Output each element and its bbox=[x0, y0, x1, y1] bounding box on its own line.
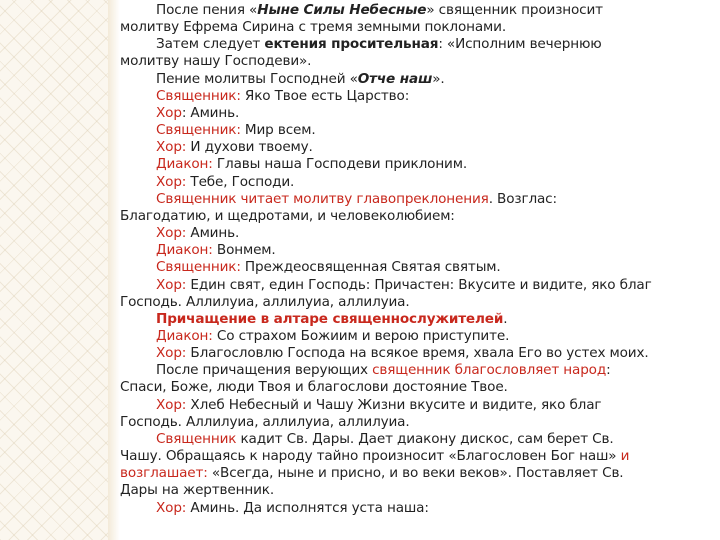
text-line bbox=[120, 19, 706, 36]
liturgy-text bbox=[120, 2, 706, 517]
text-segment: Затем следует bbox=[156, 36, 265, 53]
text-segment: Тебе, Господи. bbox=[186, 173, 295, 190]
text-segment: Хор bbox=[156, 104, 182, 121]
text-line bbox=[120, 465, 706, 482]
text-segment: ». bbox=[432, 70, 445, 87]
text-segment: Благодатию, и щедротами, и человеколюбием: bbox=[120, 207, 455, 224]
text-line bbox=[120, 431, 706, 448]
text-segment: «Всегда, ныне и присно, и во веки веков». Поставляет Св. bbox=[207, 465, 624, 482]
text-line bbox=[120, 174, 706, 191]
text-segment: Диакон: bbox=[156, 242, 213, 259]
text-line bbox=[120, 122, 706, 139]
text-line bbox=[120, 259, 706, 276]
text-segment: Мир всем. bbox=[240, 122, 316, 139]
text-segment: : Аминь. bbox=[181, 104, 240, 121]
text-line bbox=[120, 500, 706, 517]
text-segment: Священник bbox=[156, 430, 237, 447]
text-line bbox=[120, 448, 706, 465]
text-segment: священник благословляет народ bbox=[372, 362, 607, 379]
text-segment: Хлеб Небесный и Чашу Жизни вкусите и видите, яко благ bbox=[186, 396, 602, 413]
text-segment: Преждеосвященная Святая святым. bbox=[240, 259, 501, 276]
text-segment: : bbox=[606, 362, 611, 379]
text-segment: И духови твоему. bbox=[186, 139, 313, 156]
text-segment: Господь. Аллилуиа, аллилуиа, аллилуиа. bbox=[120, 413, 410, 430]
text-segment: . Возглас: bbox=[488, 190, 557, 207]
text-segment: молитву нашу Господеви». bbox=[120, 53, 312, 70]
text-segment: молитву Ефрема Сирина с тремя земными поклонами. bbox=[120, 19, 507, 36]
text-segment: Священник читает молитву главопреклонения bbox=[156, 190, 489, 207]
text-segment: Вонмем. bbox=[212, 242, 276, 259]
text-line bbox=[120, 139, 706, 156]
text-segment: Пение молитвы Господней « bbox=[156, 70, 358, 87]
text-segment: Ныне Силы Небесные bbox=[257, 2, 427, 18]
text-line bbox=[120, 294, 706, 311]
text-line bbox=[120, 71, 706, 88]
text-segment: Отче наш bbox=[357, 70, 433, 87]
text-segment: Хор: bbox=[156, 173, 187, 190]
text-segment: Хор: bbox=[156, 225, 187, 242]
decorative-side-pattern bbox=[0, 0, 120, 540]
text-segment: Един свят, един Господь: Причастен: Вкусите и видите, яко благ bbox=[186, 276, 652, 293]
text-segment: и bbox=[620, 448, 630, 465]
text-segment: Спаси, Боже, люди Твоя и благослови достояние Твое. bbox=[120, 379, 508, 396]
text-line bbox=[120, 328, 706, 345]
text-line bbox=[120, 88, 706, 105]
text-segment: Священник: bbox=[156, 87, 241, 104]
text-segment: Хор: bbox=[156, 345, 187, 362]
text-line bbox=[120, 242, 706, 259]
text-segment: Чашу. Обращаясь к народу тайно произносит «Благословен Бог наш» bbox=[120, 448, 621, 465]
text-segment: Яко Твое есть Царство: bbox=[240, 87, 410, 104]
text-segment: : «Исполним вечернюю bbox=[438, 36, 602, 53]
text-segment: Причащение в алтаре священнослужителей bbox=[156, 310, 504, 327]
text-segment: Хор: bbox=[156, 139, 187, 156]
text-segment: кадит Св. Дары. Дает диакону дискос, сам берет Св. bbox=[236, 430, 614, 447]
text-line bbox=[120, 2, 706, 19]
text-segment: Хор: bbox=[156, 499, 187, 516]
text-line bbox=[120, 414, 706, 431]
text-segment: После пения « bbox=[156, 2, 258, 18]
text-line bbox=[120, 36, 706, 53]
text-line bbox=[120, 362, 706, 379]
text-line bbox=[120, 277, 706, 294]
text-line bbox=[120, 345, 706, 362]
text-line bbox=[120, 156, 706, 173]
text-line bbox=[120, 225, 706, 242]
diagonal-grid-pattern bbox=[0, 0, 120, 540]
text-segment: Дары на жертвенник. bbox=[120, 482, 274, 499]
text-line bbox=[120, 208, 706, 225]
text-segment: Благословлю Господа на всякое время, хвала Его во устех моих. bbox=[186, 345, 649, 362]
text-segment: Священник: bbox=[156, 259, 241, 276]
pattern-edge-band bbox=[108, 0, 120, 540]
text-segment: . bbox=[503, 310, 508, 327]
text-line bbox=[120, 53, 706, 70]
text-segment: Аминь. Да исполнятся уста наша: bbox=[186, 499, 429, 516]
text-line bbox=[120, 105, 706, 122]
text-segment: возглашает: bbox=[120, 465, 208, 482]
text-line bbox=[120, 397, 706, 414]
text-segment: Господь. Аллилуиа, аллилуиа, аллилуиа. bbox=[120, 293, 410, 310]
text-segment: После причащения верующих bbox=[156, 362, 373, 379]
text-segment: Хор: bbox=[156, 276, 187, 293]
text-segment: ектения просительная bbox=[264, 36, 439, 53]
text-segment: Диакон: bbox=[156, 156, 213, 173]
text-segment: Со страхом Божиим и верою приступите. bbox=[212, 327, 510, 344]
text-segment: » священник произносит bbox=[426, 2, 603, 18]
text-segment: Главы наша Господеви приклоним. bbox=[212, 156, 468, 173]
text-line bbox=[120, 379, 706, 396]
text-segment: Священник: bbox=[156, 122, 241, 139]
text-segment: Аминь. bbox=[186, 225, 240, 242]
text-line bbox=[120, 482, 706, 499]
text-segment: Хор: bbox=[156, 396, 187, 413]
text-segment: Диакон: bbox=[156, 327, 213, 344]
text-line bbox=[120, 311, 706, 328]
text-line bbox=[120, 191, 706, 208]
